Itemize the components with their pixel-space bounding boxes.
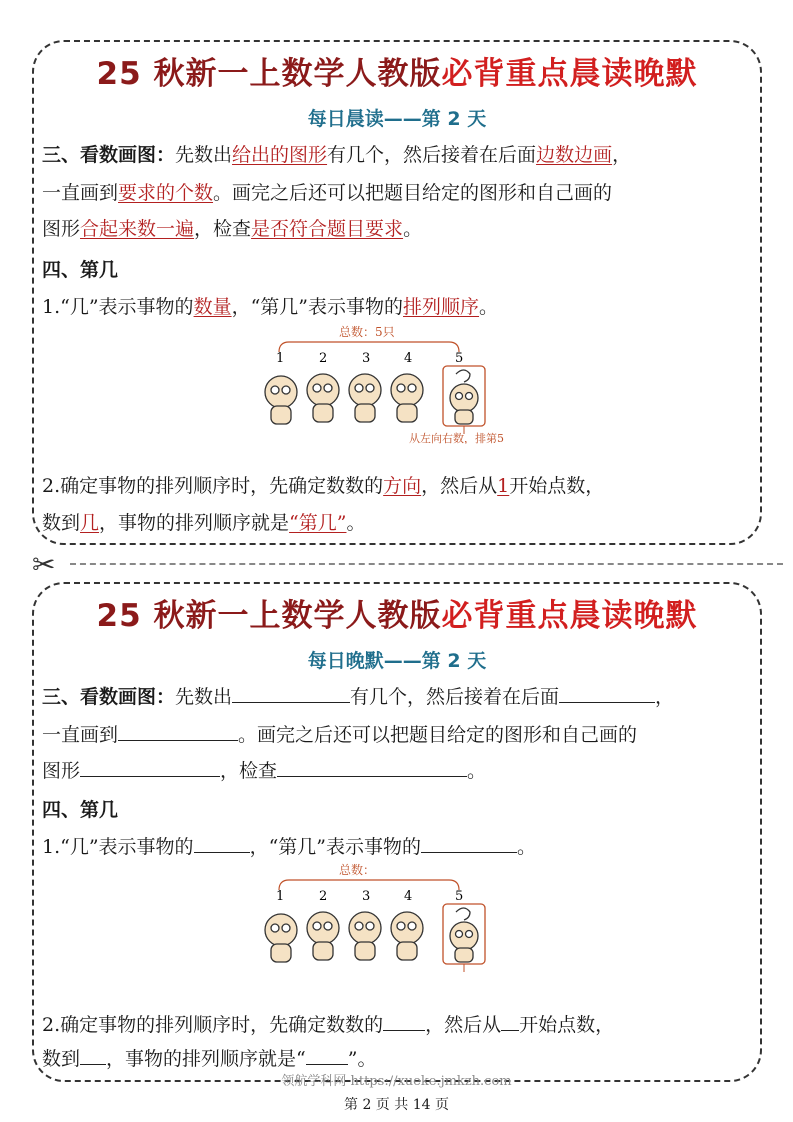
watermark: 领航学科网 https://xueke.jmkzh.com bbox=[281, 1074, 512, 1089]
answer-blank[interactable] bbox=[118, 722, 238, 741]
card-subtitle: 每日晚默——第 2 天 bbox=[307, 650, 487, 672]
answer-blank[interactable] bbox=[306, 1046, 348, 1065]
page-footer: 第 2 页 共 14 页 bbox=[344, 1097, 449, 1113]
section3-line3: 图形 ，检查 。 bbox=[42, 760, 487, 782]
section3-line3: 图形合起来数一遍，检查是否符合题目要求。 bbox=[42, 218, 423, 240]
figure-note: 从左向右数，排第5 bbox=[409, 432, 504, 444]
section3-line1: 三、看数画图：先数出给出的图形有几个，然后接着在后面边数边画， bbox=[42, 144, 632, 166]
figure-number: 5 bbox=[455, 889, 464, 904]
point1-line: 1.“几”表示事物的 ，“第几”表示事物的 。 bbox=[42, 836, 537, 858]
point1-line: 1.“几”表示事物的数量，“第几”表示事物的排列顺序。 bbox=[42, 296, 499, 318]
section4-heading: 四、第几 bbox=[42, 799, 119, 821]
figure-number: 3 bbox=[362, 351, 371, 366]
answer-blank[interactable] bbox=[277, 758, 467, 777]
point3-line: 数到几，事物的排列顺序就是“第几”。 bbox=[42, 512, 366, 534]
answer-blank[interactable] bbox=[232, 684, 350, 703]
point3-line: 数到 ，事物的排列顺序就是“ ”。 bbox=[42, 1048, 377, 1070]
section3-line2: 一直画到要求的个数。画完之后还可以把题目给定的图形和自己画的 bbox=[42, 182, 613, 204]
section4-heading: 四、第几 bbox=[42, 259, 119, 281]
answer-blank[interactable] bbox=[80, 758, 220, 777]
figure-number: 1 bbox=[276, 351, 285, 366]
figure-number: 1 bbox=[276, 889, 285, 904]
section3-line2: 一直画到 。画完之后还可以把题目给定的图形和自己画的 bbox=[42, 724, 638, 746]
monkey-icon bbox=[265, 904, 485, 964]
point2-line: 2.确定事物的排列顺序时，先确定数数的方向，然后从1开始点数， bbox=[42, 475, 605, 497]
answer-blank[interactable] bbox=[559, 684, 655, 703]
monkey-icon bbox=[265, 366, 485, 426]
card-subtitle: 每日晨读——第 2 天 bbox=[307, 108, 487, 130]
point2-line: 2.确定事物的排列顺序时，先确定数数的 ，然后从 开始点数， bbox=[42, 1014, 615, 1036]
scissors-icon: ✂ bbox=[32, 548, 56, 581]
figure-number: 2 bbox=[319, 351, 328, 366]
card-title: 25 秋新一上数学人教版必背重点晨读晚默 bbox=[96, 598, 698, 634]
evening-dictation-card bbox=[32, 582, 762, 1082]
figure-total-label: 总数：5只 bbox=[339, 325, 395, 339]
answer-blank[interactable] bbox=[383, 1012, 425, 1031]
figure-number: 3 bbox=[362, 889, 371, 904]
cut-divider bbox=[70, 563, 783, 565]
section3-line1: 三、看数画图：先数出 有几个，然后接着在后面 ， bbox=[42, 686, 675, 708]
figure-number: 5 bbox=[455, 351, 464, 366]
answer-blank[interactable] bbox=[80, 1046, 106, 1065]
figure-number: 4 bbox=[404, 351, 413, 366]
answer-blank[interactable] bbox=[501, 1012, 519, 1031]
figure-total-label: 总数： bbox=[339, 863, 376, 877]
figure-number: 4 bbox=[404, 889, 413, 904]
morning-reading-card bbox=[32, 40, 762, 545]
figure-number: 2 bbox=[319, 889, 328, 904]
monkey-figure bbox=[259, 862, 539, 982]
answer-blank[interactable] bbox=[194, 834, 250, 853]
monkey-figure bbox=[259, 324, 539, 444]
answer-blank[interactable] bbox=[421, 834, 517, 853]
card-title: 25 秋新一上数学人教版必背重点晨读晚默 bbox=[96, 56, 698, 92]
